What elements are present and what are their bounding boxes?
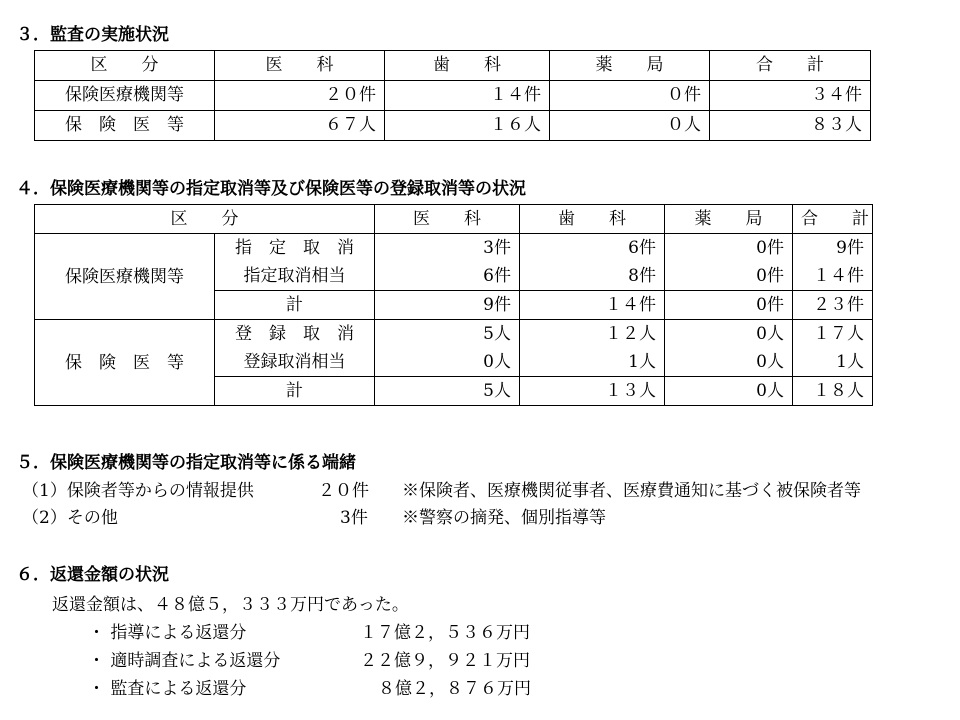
section5-title: ５．保険医療機関等の指定取消等に係る端緒 [16,453,356,473]
list-item-count: 3件 [340,508,368,528]
cell: １４件 [385,81,550,111]
cell: 9件 [793,234,873,263]
table-row [35,81,871,111]
col-header: 歯 科 [520,205,665,234]
cell: １３人 [520,377,665,406]
row-label: 登 録 取 消 [215,320,375,349]
row-label: 登録取消相当 [215,348,375,377]
cell: ２０件 [215,81,385,111]
list-item-label: ・ 監査による返還分 [88,679,247,699]
cell: 0件 [665,291,793,320]
audit-table [34,50,871,141]
row-label: 計 [215,377,375,406]
cell: １４件 [793,262,873,291]
table-row [35,234,873,263]
col-header: 医 科 [375,205,520,234]
list-item-amount: １７億２，５３６万円 [360,623,530,643]
cell: 0人 [665,320,793,349]
col-header: 薬 局 [665,205,793,234]
cell: ８３人 [710,111,871,141]
list-item-label: ・ 適時調査による返還分 [88,651,281,671]
cell: １７人 [793,320,873,349]
group-label: 保 険 医 等 [35,320,215,406]
cell: ３４件 [710,81,871,111]
table-header-row [35,51,871,81]
cell: 6件 [520,234,665,263]
list-item-amount: ２２億９，９２１万円 [360,651,530,671]
cell: 0人 [375,348,520,377]
revocation-table [34,204,873,406]
refund-summary: 返還金額は、４８億５，３３３万円であった。 [52,595,409,615]
col-header: 区 分 [35,205,375,234]
cell: ２３件 [793,291,873,320]
cell: 8件 [520,262,665,291]
list-item-note: ※保険者、医療機関従事者、医療費通知に基づく被保険者等 [402,481,861,501]
row-label: 保険医療機関等 [35,81,215,111]
table-header-row [35,205,873,234]
table-row [35,111,871,141]
cell: ０件 [550,81,710,111]
row-label: 指定取消相当 [215,262,375,291]
list-item-label: （2）その他 [22,508,118,528]
cell: 5人 [375,320,520,349]
table-row [35,320,873,349]
list-item-label: （1）保険者等からの情報提供 [22,481,254,501]
list-item-count: ２０件 [318,481,369,501]
cell: １６人 [385,111,550,141]
section4-title: ４．保険医療機関等の指定取消等及び保険医等の登録取消等の状況 [16,179,526,199]
row-label: 計 [215,291,375,320]
group-label: 保険医療機関等 [35,234,215,320]
cell: １８人 [793,377,873,406]
cell: 0人 [665,377,793,406]
col-header: 薬 局 [550,51,710,81]
col-header: 区 分 [35,51,215,81]
cell: １２人 [520,320,665,349]
list-item-label: ・ 指導による返還分 [88,623,247,643]
col-header: 歯 科 [385,51,550,81]
cell: ６７人 [215,111,385,141]
cell: 9件 [375,291,520,320]
cell: 1人 [520,348,665,377]
cell: 0件 [665,262,793,291]
col-header: 合 計 [710,51,871,81]
row-label: 保 険 医 等 [35,111,215,141]
cell: 0人 [665,348,793,377]
cell: 3件 [375,234,520,263]
col-header: 合 計 [793,205,873,234]
section6-title: ６．返還金額の状況 [16,565,169,585]
cell: 6件 [375,262,520,291]
cell: ０人 [550,111,710,141]
section3-title: ３．監査の実施状況 [16,25,169,45]
cell: １４件 [520,291,665,320]
row-label: 指 定 取 消 [215,234,375,263]
list-item-amount: ８億２，８７６万円 [378,679,531,699]
cell: 1人 [793,348,873,377]
col-header: 医 科 [215,51,385,81]
cell: 5人 [375,377,520,406]
list-item-note: ※警察の摘発、個別指導等 [402,508,606,528]
cell: 0件 [665,234,793,263]
